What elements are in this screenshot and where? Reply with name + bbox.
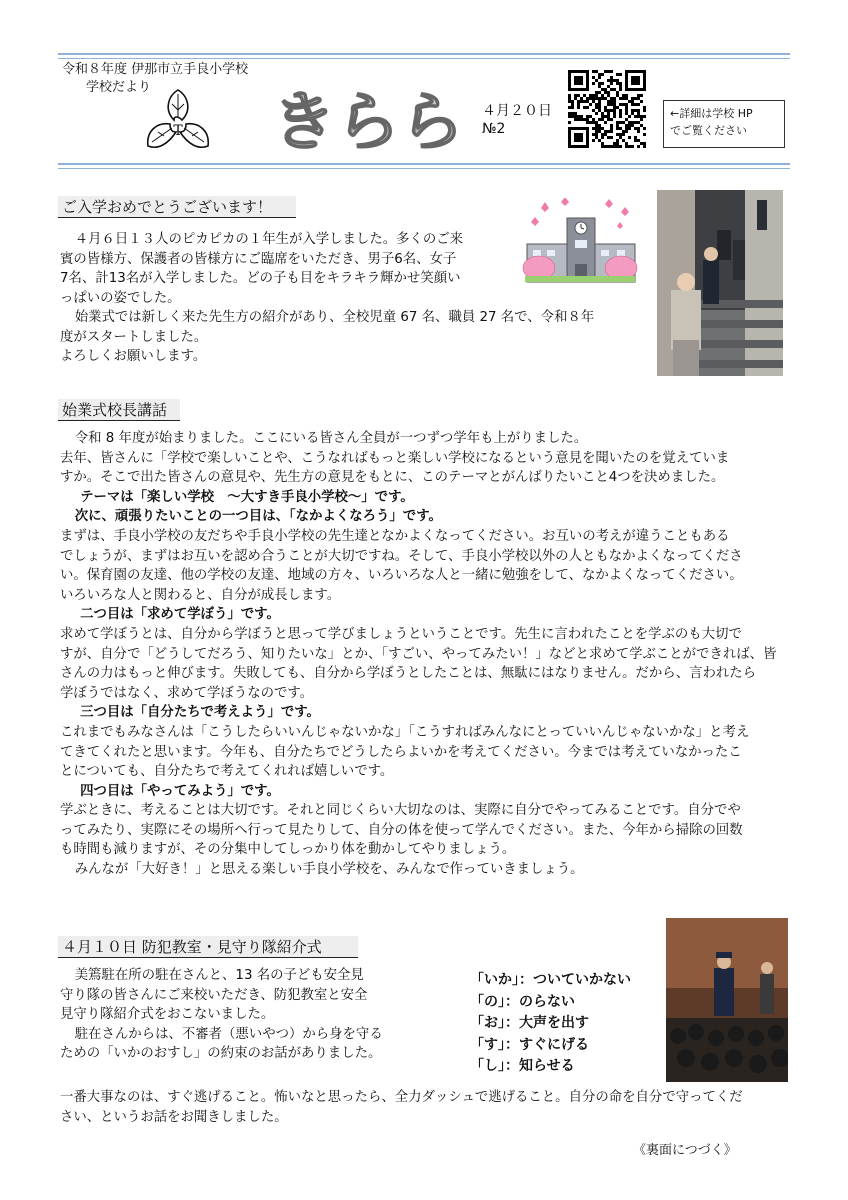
entrance-paragraph-2 bbox=[60, 308, 790, 347]
text-line: 一番大事なのは、すぐ逃げること。怖いなと思ったら、全力ダッシュで逃げること。自分の命を自分で守ってくだ bbox=[60, 1090, 743, 1105]
text-line: 美篶駐在所の駐在さんと、13 名の子ども安全見 bbox=[74, 968, 364, 983]
text-line: まずは、手良小学校の友だちや手良小学校の先生達となかよくなってください。お互いの考えが違うこともある bbox=[60, 528, 730, 544]
section-heading-crime-prevention: ４月１０日 防犯教室・見守り隊紹介式 bbox=[58, 936, 358, 958]
text-line: ための「いかのおすし」の約束のお話がありました。 bbox=[60, 1046, 382, 1062]
text-line: ってみたり、実際にその場所へ行って見たりして、自分の体を使って学んでください。また、今年から掃除の回数 bbox=[60, 822, 743, 838]
school-building-illustration bbox=[521, 198, 639, 284]
school-emblem-icon bbox=[140, 86, 216, 156]
text-line: さい、というお話をお聞きしました。 bbox=[60, 1109, 288, 1125]
text-line: 次に、頑張りたいことの一つ目は、「なかよくなろう」です。 bbox=[74, 509, 442, 525]
newsletter-title-logo bbox=[262, 82, 474, 156]
text-line: 駐在さんからは、不審者（悪いやつ）から身を守る bbox=[74, 1026, 383, 1042]
newsletter-label: 学校だより bbox=[86, 80, 152, 95]
text-line: 賓の皆様方、保護者の皆様方にご臨席をいただき、男子6名、女子 bbox=[60, 251, 457, 267]
text-line: てきてくれたと思います。今年も、自分たちでどうしたらよいかを考えてください。今までは考えていなかったこ bbox=[60, 744, 742, 760]
text-line: テーマは「楽しい学校 ～大すき手良小学校～」です。 bbox=[80, 489, 414, 505]
text-line: 求めて学ぼうとは、自分から学ぼうと思って学びましょうということです。先生に言われたことを学ぶのも大切で bbox=[60, 626, 742, 642]
section-heading-principal-speech: 始業式校長講話 bbox=[58, 399, 180, 421]
rule-item: 「の」：のらない bbox=[470, 993, 575, 1010]
school-name: 令和８年度 伊那市立手良小学校 bbox=[62, 62, 249, 77]
qr-code-icon[interactable] bbox=[568, 70, 646, 148]
text-line: 見守り隊紹介式をおこないました。 bbox=[60, 1007, 275, 1023]
text-line: すか。そこで出た皆さんの意見や、先生方の意見をもとに、このテーマとがんばりたいこと4つを決めました。 bbox=[60, 470, 725, 486]
text-line: これまでもみなさんは「こうしたらいいんじゃないかな」「こうすればみんなにとっていいんじゃないかな」と考え bbox=[60, 724, 750, 740]
hp-note-line2: でご覧ください bbox=[670, 124, 747, 137]
text-line: いろいろな人と関わると、自分が成長します。 bbox=[60, 587, 341, 603]
hp-note-line1: ←詳細は学校 HP bbox=[670, 107, 753, 120]
issue-date: ４月２０日 bbox=[482, 103, 552, 119]
text-line: 去年、皆さんに「学校で楽しいことや、こうなればもっと楽しい学校になるという意見を聞いたのを覚えていま bbox=[60, 450, 730, 466]
text-line: すが、自分で「どうしてだろう、知りたいな」とか、「すごい、やってみたい！」などと求めて学ぶことができれば、皆 bbox=[60, 646, 777, 662]
text-line: みんなが「大好き！」と思える楽しい手良小学校を、みんなで作っていきましょう。 bbox=[74, 862, 584, 878]
svg-text:T: T bbox=[173, 123, 183, 139]
issue-number: №2 bbox=[482, 121, 506, 137]
text-line: でしょうが、まずはお互いを認め合うことが大切ですね。そして、手良小学校以外の人ともなかよくなってくださ bbox=[60, 548, 743, 564]
text-line: 守り隊の皆さんにご来校いただき、防犯教室と安全 bbox=[60, 987, 368, 1003]
text-line: 始業式では新しく来た先生方の紹介があり、全校児童 67 名、職員 27 名で、令和８年 bbox=[74, 310, 595, 325]
text-line: 二つ目は「求めて学ぼう」です。 bbox=[80, 607, 280, 623]
entrance-paragraph-1 bbox=[60, 230, 510, 308]
text-line: 四つ目は「やってみよう」です。 bbox=[80, 783, 280, 799]
text-line: さんの力はもっと伸びます。失敗しても、自分から学ぼうとしたことは、無駄にはなりません。だから、言われたら bbox=[60, 666, 757, 682]
text-line: 三つ目は「自分たちで考えよう」です。 bbox=[80, 705, 320, 721]
crime-prevention-body bbox=[60, 966, 460, 1064]
ikanoosushi-rules bbox=[470, 970, 631, 1078]
text-line: 令和 8 年度が始まりました。ここにいる皆さん全員が一つずつ学年も上がりました。 bbox=[74, 431, 588, 446]
header-bottom-rule-thin bbox=[58, 168, 790, 169]
header-bottom-rule bbox=[58, 163, 790, 165]
principal-speech-body bbox=[60, 429, 795, 880]
crime-prevention-class-photo bbox=[666, 918, 788, 1082]
text-line: い。保育園の友達、他の学校の友達、地域の方々、いろいろな人と一緒に勉強をして、なかよくなってください。 bbox=[60, 568, 743, 584]
text-line: も時間も減りますが、その分集中してしっかり体を動かしてやりましょう。 bbox=[60, 842, 516, 858]
svg-text:きらら: きらら bbox=[272, 86, 464, 156]
text-line: ４月６日１３人のピカピカの１年生が入学しました。多くのご来 bbox=[74, 232, 464, 247]
rule-item: 「し」：知らせる bbox=[470, 1058, 575, 1075]
rule-item: 「いか」：ついていかない bbox=[470, 972, 631, 988]
rule-item: 「お」：大声を出す bbox=[470, 1015, 589, 1032]
continued-note: 《裏面につづく》 bbox=[633, 1143, 737, 1158]
section-heading-entrance: ご入学おめでとうございます！ bbox=[58, 196, 296, 218]
text-line: 学ぶときに、考えることは大切です。それと同じくらい大切なのは、実際に自分でやってみることです。自分でや bbox=[60, 803, 741, 819]
rule-item: 「す」：すぐにげる bbox=[470, 1036, 589, 1053]
text-line: 度がスタートしました。 bbox=[60, 329, 208, 345]
hp-note-box bbox=[663, 100, 785, 148]
header-top-rule bbox=[58, 53, 790, 55]
text-line: 7名、計13名が入学しました。どの子も目をキラキラ輝かせ笑顔い bbox=[60, 271, 461, 287]
text-line: 学ぼうではなく、求めて学ぼうなのです。 bbox=[60, 685, 314, 701]
text-line: とについても、自分たちで考えてくれれば嬉しいです。 bbox=[60, 764, 394, 780]
entrance-ceremony-photo bbox=[657, 190, 783, 376]
entrance-paragraph-3: よろしくお願いします。 bbox=[60, 349, 207, 364]
text-line: っぱいの姿でした。 bbox=[60, 290, 181, 306]
crime-prevention-closing bbox=[60, 1088, 795, 1127]
header-top-rule-thin bbox=[58, 58, 790, 59]
